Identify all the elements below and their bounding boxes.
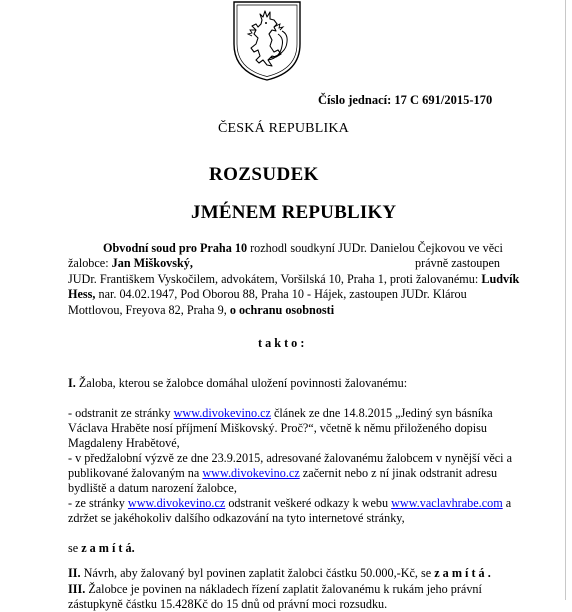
section-1-bullet-1-line-1	[68, 406, 493, 421]
section-1-numeral: I.	[68, 376, 76, 390]
bullet-2-prefix: publikované žalovaným na	[68, 466, 200, 480]
takto-heading: t a k t o :	[258, 336, 305, 350]
intro-line-2	[68, 256, 500, 271]
case-number: Číslo jednací: 17 C 691/2015-170	[318, 93, 493, 107]
intro-line-3	[68, 272, 519, 287]
bullet-3-prefix: - ze stránky	[68, 496, 125, 510]
plaintiff-label: žalobce:	[68, 256, 109, 270]
section-1-verdict	[68, 541, 135, 556]
section-2	[68, 566, 491, 581]
intro-line-1-rest: rozhodl soudkyní JUDr. Danielou Čejkovou ve věci	[250, 241, 503, 255]
bullet-1-prefix: - odstranit ze stránky	[68, 406, 171, 420]
plaintiff-representation: právně zastoupen	[415, 256, 500, 270]
verdict-1-prefix: se	[68, 541, 79, 555]
intro-line-4-text: nar. 04.02.1947, Pod Oborou 88, Praha 10 - Hájek, zastoupen JUDr. Klárou	[98, 287, 467, 301]
section-1-bullet-2-line-2	[68, 466, 497, 481]
section-2-text: Návrh, aby žalovaný byl povinen zaplatit žalobci částku 50.000,-Kč, se	[83, 566, 432, 580]
section-1-bullet-1-line-2: Václava Hraběte nosí příjmení Miškovský. Proč?“, včetně k němu přiloženého dopisu	[68, 421, 487, 435]
intro-line-3-text: JUDr. Františkem Vyskočilem, advokátem, Voršilská 10, Praha 1, proti žalovanému:	[68, 272, 479, 286]
section-1-bullet-2-line-3: bydliště a datum narození žalobce,	[68, 481, 237, 495]
divokevino-link-2[interactable]: www.divokevino.cz	[202, 466, 300, 480]
section-1-bullet-1-line-3: Magdaleny Hrabětové,	[68, 436, 180, 450]
subject-matter: o ochranu osobnosti	[229, 303, 335, 317]
defendant-last-name: Hess,	[68, 287, 96, 301]
verdict-1-word: z a m í t á.	[81, 541, 135, 555]
republic-heading: ČESKÁ REPUBLIKA	[218, 121, 349, 136]
section-3-line-1	[68, 582, 482, 597]
divokevino-link-1[interactable]: www.divokevino.cz	[173, 406, 271, 420]
page-edge	[565, 0, 566, 600]
defendant-first-name: Ludvík	[481, 272, 520, 286]
divokevino-link-3[interactable]: www.divokevino.cz	[127, 496, 226, 510]
czech-lion-coat-of-arms-icon	[232, 0, 302, 82]
verdict-2-word: z a m í t á .	[434, 566, 491, 580]
bullet-3-suffix: a	[505, 496, 512, 510]
section-3-line-2: zástupkyně částku 15.428Kč do 15 dnů od právní moci rozsudku.	[68, 597, 388, 611]
plaintiff-name: Jan Miškovský,	[111, 256, 193, 270]
vaclavhrabe-link[interactable]: www.vaclavhrabe.com	[391, 496, 503, 510]
section-2-numeral: II.	[68, 566, 81, 580]
section-1-bullet-2-line-1: - v předžalobní výzvě ze dne 23.9.2015, adresované žalovanému žalobcem v nynější věci a	[68, 451, 512, 465]
section-1-bullet-3-line-1	[68, 496, 511, 511]
judgment-subtitle: JMÉNEM REPUBLIKY	[191, 202, 397, 223]
intro-line-5	[68, 303, 334, 318]
section-3-numeral: III.	[68, 582, 86, 596]
section-1-lead-text: Žaloba, kterou se žalobce domáhal uložení povinnosti žalovanému:	[78, 376, 408, 390]
bullet-3-middle: odstranit veškeré odkazy k webu	[228, 496, 389, 510]
court-name: Obvodní soud pro Praha 10	[103, 241, 248, 255]
bullet-2-suffix: začernit nebo z ní jinak odstranit adresu	[302, 466, 498, 480]
bullet-1-suffix: článek ze dne 14.8.2015 „Jediný syn básníka	[274, 406, 493, 420]
section-1-bullet-3-line-2: zdržet se jakéhokoliv dalšího odkazování na tyto internetové stránky,	[68, 511, 405, 525]
section-3-text-1: Žalobce je povinen na nákladech řízení zaplatit žalovanému k rukám jeho právní	[88, 582, 482, 596]
intro-line-1	[103, 241, 503, 256]
intro-line-4	[68, 287, 467, 302]
section-1-lead	[68, 376, 407, 391]
judgment-title: ROZSUDEK	[209, 164, 319, 185]
intro-line-5-text: Mottlovou, Freyova 82, Praha 9,	[68, 303, 227, 317]
